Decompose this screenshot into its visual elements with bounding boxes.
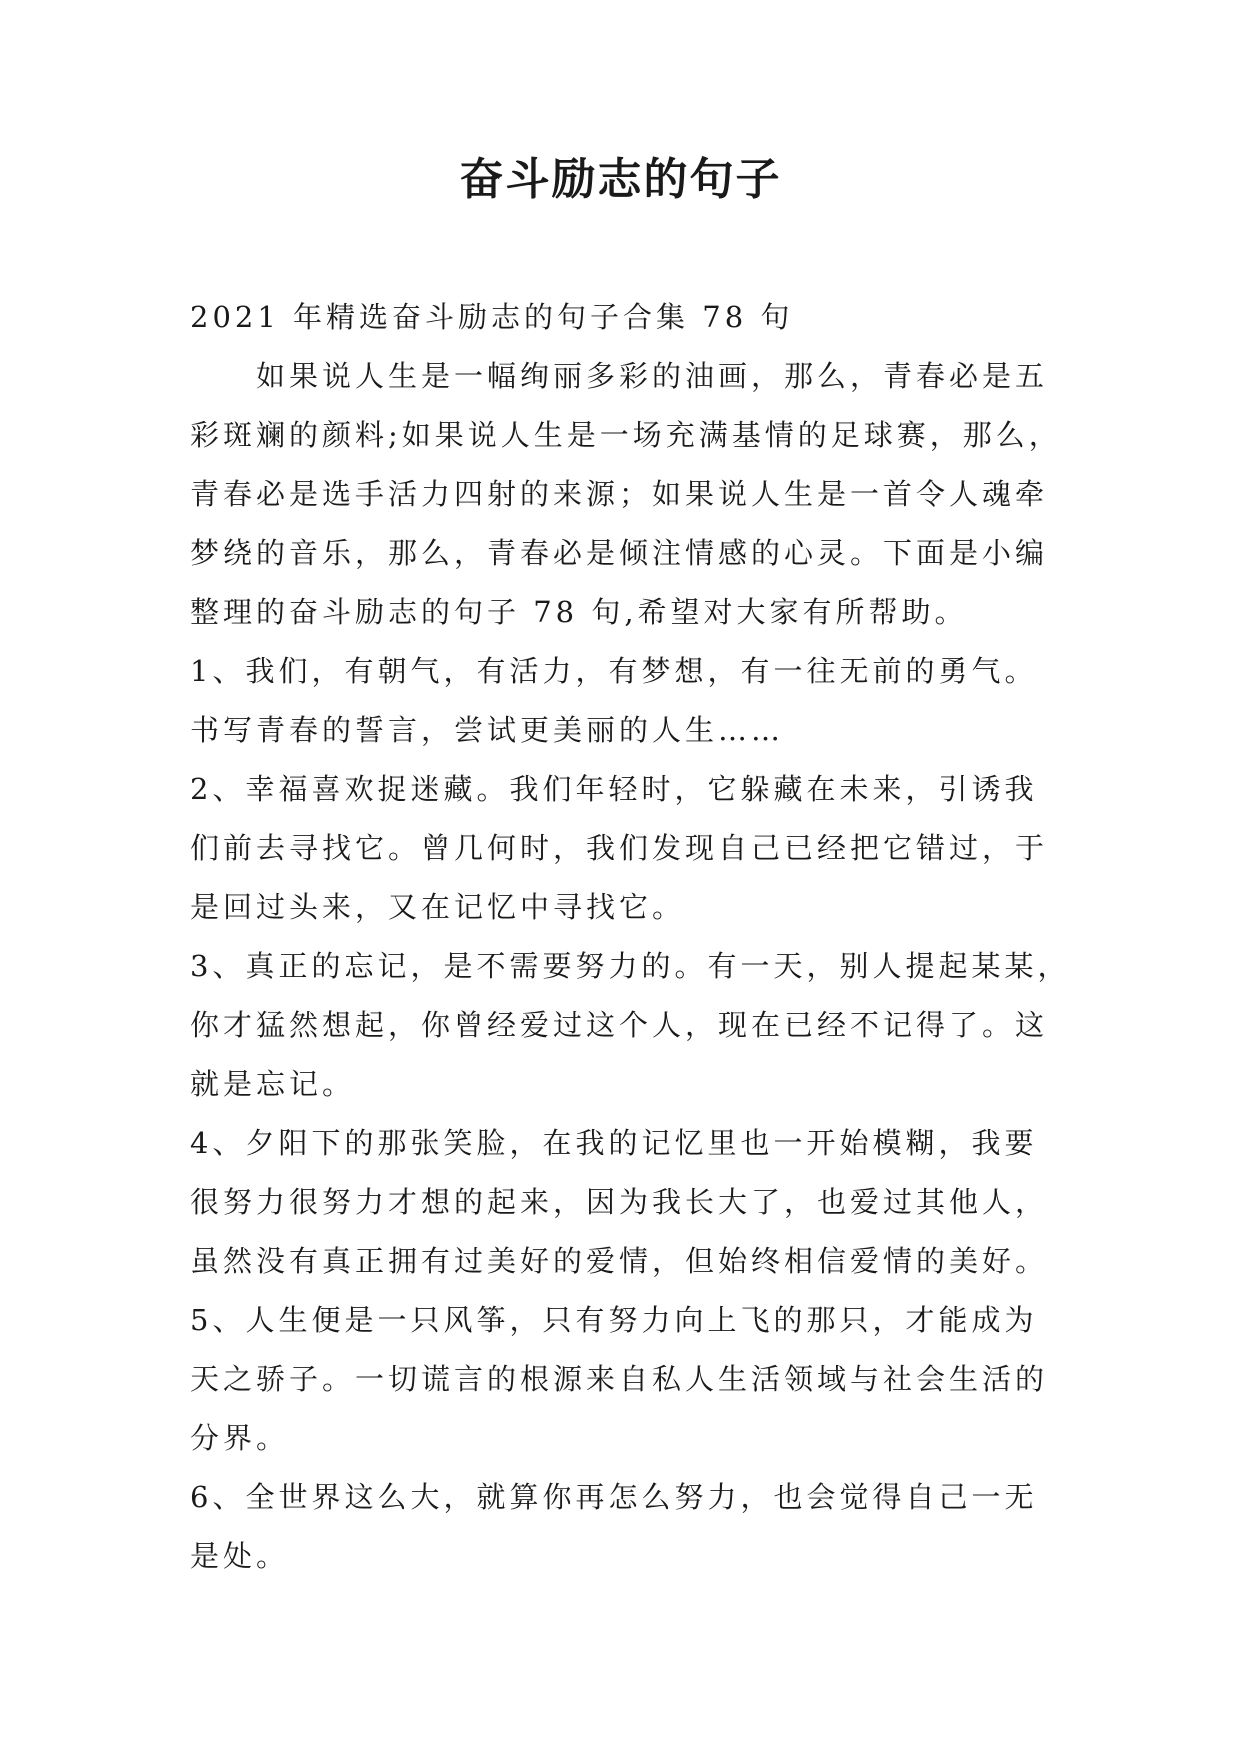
intro-line: 青春必是选手活力四射的来源；如果说人生是一首令人魂牵 [190, 477, 1049, 511]
quote-line: 4、夕阳下的那张笑脸，在我的记忆里也一开始模糊，我要 [190, 1126, 1038, 1160]
quote-line: 是处。 [190, 1539, 290, 1573]
quote-line: 6、全世界这么大，就算你再怎么努力，也会觉得自己一无 [190, 1480, 1038, 1514]
document-body [190, 288, 1070, 1586]
quote-line: 天之骄子。一切谎言的根源来自私人生活领域与社会生活的 [190, 1362, 1049, 1396]
quote-line: 1、我们，有朝气，有活力，有梦想，有一往无前的勇气。 [190, 654, 1038, 688]
subtitle-line: 2021 年精选奋斗励志的句子合集 78 句 [190, 300, 794, 334]
quote-line: 虽然没有真正拥有过美好的爱情，但始终相信爱情的美好。 [190, 1244, 1049, 1278]
quote-line: 你才猛然想起，你曾经爱过这个人，现在已经不记得了。这 [190, 1008, 1049, 1042]
quote-line: 是回过头来，又在记忆中寻找它。 [190, 890, 686, 924]
quote-line: 5、人生便是一只风筝，只有努力向上飞的那只，才能成为 [190, 1303, 1038, 1337]
document-title: 奋斗励志的句子 [459, 154, 782, 205]
intro-line: 整理的奋斗励志的句子 78 句,希望对大家有所帮助。 [190, 595, 968, 629]
quote-line: 们前去寻找它。曾几何时，我们发现自己已经把它错过，于 [190, 831, 1049, 865]
quote-line: 很努力很努力才想的起来，因为我长大了，也爱过其他人， [190, 1185, 1049, 1219]
quote-line: 2、幸福喜欢捉迷藏。我们年轻时，它躲藏在未来，引诱我 [190, 772, 1038, 806]
quote-line: 3、真正的忘记，是不需要努力的。有一天，别人提起某某， [190, 949, 1071, 983]
intro-line: 梦绕的音乐，那么，青春必是倾注情感的心灵。下面是小编 [190, 536, 1049, 570]
intro-line: 彩斑斓的颜料;如果说人生是一场充满基情的足球赛，那么， [190, 418, 1062, 452]
quote-line: 书写青春的誓言，尝试更美丽的人生…… [190, 713, 785, 747]
intro-line: 如果说人生是一幅绚丽多彩的油画，那么，青春必是五 [256, 359, 1049, 393]
quote-line: 就是忘记。 [190, 1067, 356, 1101]
quote-line: 分界。 [190, 1421, 290, 1455]
